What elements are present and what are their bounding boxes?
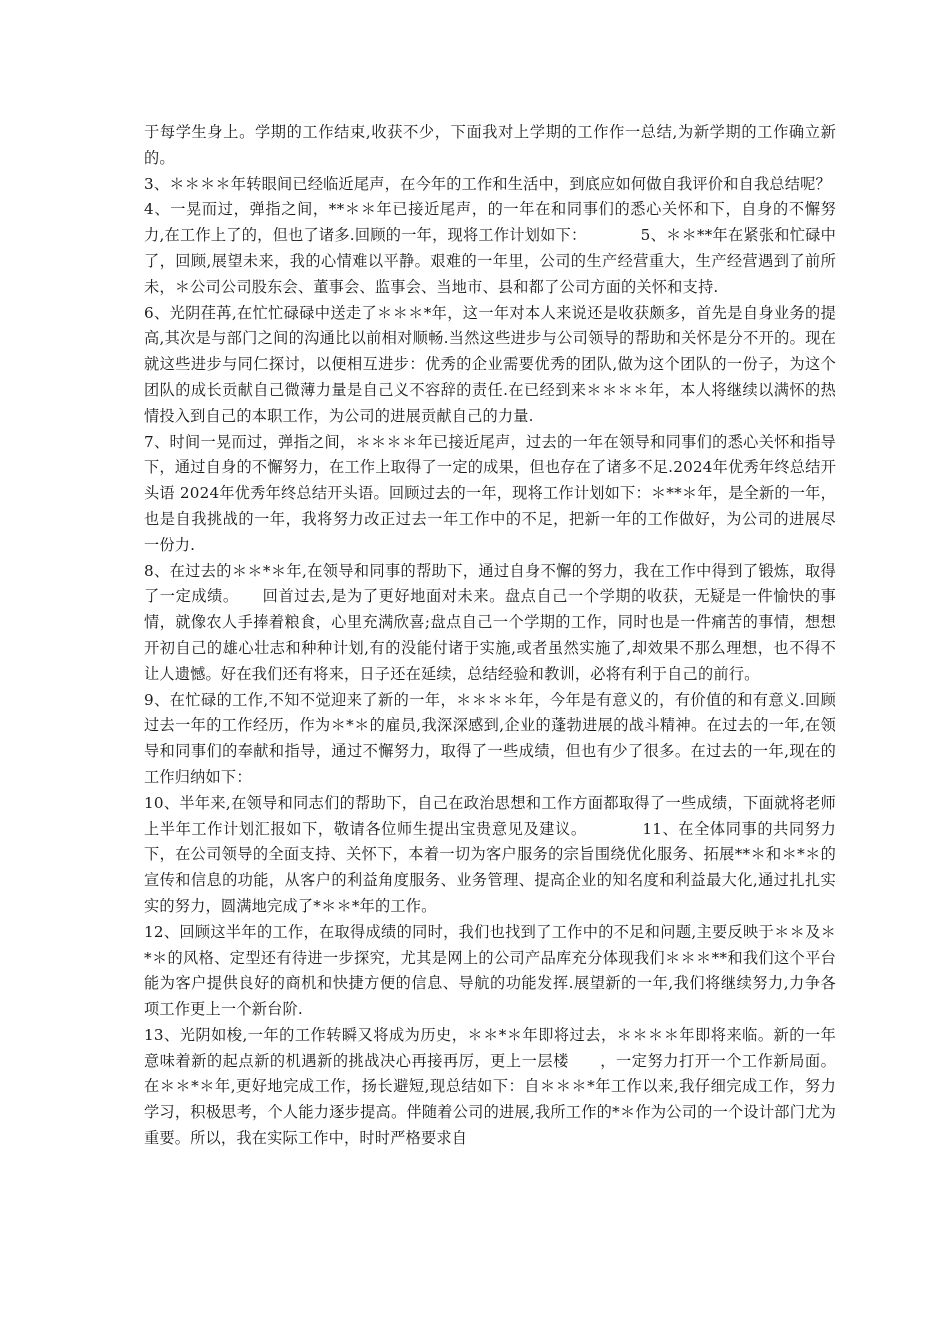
paragraph-intro: 于每学生身上。学期的工作结束,收获不少，下面我对上学期的工作作一总结,为新学期的工作确立新的。 <box>144 123 836 167</box>
document-body <box>144 120 836 1152</box>
paragraph-13: 13、光阴如梭,一年的工作转瞬又将成为历史，＊＊*＊年即将过去，＊＊＊＊年即将来临。新的一年意味着新的起点新的机遇新的挑战决心再接再厉，更上一层楼 ，一定努力打开一个工作新局面。在＊＊*＊年,更好地完成工作，扬长避短,现总结如下：自＊＊＊*年工作以来,我仔细完成工作，努力学习，积极思考，个人能力逐步提高。伴随着公司的进展,我所工作的*＊作为公司的一个设计部门尤为重要。所以，我在实际工作中，时时严格要求自 <box>144 1025 836 1148</box>
paragraph-10-11: 10、半年来,在领导和同志们的帮助下，自己在政治思想和工作方面都取得了一些成绩，下面就将老师上半年工作计划汇报如下，敬请各位师生提出宝贵意见及建议。 11、在全体同事的共同努力下，在公司领导的全面支持、关怀下，本着一切为客户服务的宗旨围绕优化服务、拓展**＊和＊*＊的宣传和信息的功能，从客户的利益角度服务、业务管理、提高企业的知名度和利益最大化,通过扎扎实实的努力，圆满地完成了*＊＊*年的工作。 <box>144 793 836 915</box>
paragraph-9: 9、在忙碌的工作,不知不觉迎来了新的一年，＊＊＊＊年，今年是有意义的，有价值的和有意义.回顾过去一年的工作经历，作为＊*＊的雇员,我深深感到,企业的蓬勃进展的战斗精神。在过去的一年,在领导和同事们的奉献和指导，通过不懈努力，取得了一些成绩，但也有少了很多。在过去的一年,现在的工作归纳如下： <box>144 690 836 786</box>
paragraph-6: 6、光阴荏苒,在忙忙碌碌中送走了＊＊＊*年，这一年对本人来说还是收获颇多，首先是自身业务的提高,其次是与部门之间的沟通比以前相对顺畅.当然这些进步与公司领导的帮助和关怀是分不开的。现在就这些进步与同仁探讨，以便相互进步：优秀的企业需要优秀的团队,做为这个团队的一份子，为这个团队的成长贡献自己微薄力量是自己义不容辞的责任.在已经到来＊＊＊＊年，本人将继续以满怀的热情投入到自己的本职工作，为公司的进展贡献自己的力量. <box>144 303 836 425</box>
paragraph-7: 7、时间一晃而过，弹指之间，＊＊＊＊年已接近尾声，过去的一年在领导和同事们的悉心关怀和指导下，通过自身的不懈努力，在工作上取得了一定的成果，但也存在了诸多不足.2024年优秀年终总结开头语 2024年优秀年终总结开头语。回顾过去的一年，现将工作计划如下：＊**＊年，是全新的一年，也是自我挑战的一年，我将努力改正过去一年工作中的不足，把新一年的工作做好，为公司的进展尽一份力. <box>144 432 836 554</box>
paragraph-4-5: 4、一晃而过，弹指之间，**＊＊年已接近尾声，的一年在和同事们的悉心关怀和下，自身的不懈努力,在工作上了的，但也了诸多.回顾的一年，现将工作计划如下： 5、＊＊**年在紧张和忙碌中了，回顾,展望未来，我的心情难以平静。艰难的一年里，公司的生产经营重大，生产经营遇到了前所未，＊公司公司股东会、董事会、监事会、当地市、县和都了公司方面的关怀和支持. <box>144 200 836 296</box>
paragraph-8: 8、在过去的＊＊*＊年,在领导和同事的帮助下，通过自身不懈的努力，我在工作中得到了锻炼，取得了一定成绩。 回首过去,是为了更好地面对未来。盘点自己一个学期的收获，无疑是一件愉快的事情，就像农人手捧着粮食，心里充满欣喜;盘点自己一个学期的工作，同时也是一件痛苦的事情，想想开初自己的雄心壮志和种种计划,有的没能付诸于实施,或者虽然实施了,却效果不那么理想，也不得不让人遗憾。好在我们还有将来，日子还在延续，总结经验和教训，必将有利于自己的前行。 <box>144 561 836 683</box>
paragraph-3: 3、＊＊＊＊年转眼间已经临近尾声，在今年的工作和生活中，到底应如何做自我评价和自我总结呢？ <box>144 174 831 193</box>
paragraph-12: 12、回顾这半年的工作，在取得成绩的同时，我们也找到了工作中的不足和问题,主要反映于＊＊及＊*＊的风格、定型还有待进一步探究，尤其是网上的公司产品库充分体现我们＊＊＊**和我们这个平台能为客户提供良好的商机和快捷方便的信息、导航的功能发挥.展望新的一年,我们将继续努力,力争各项工作更上一个新台阶. <box>144 922 836 1019</box>
